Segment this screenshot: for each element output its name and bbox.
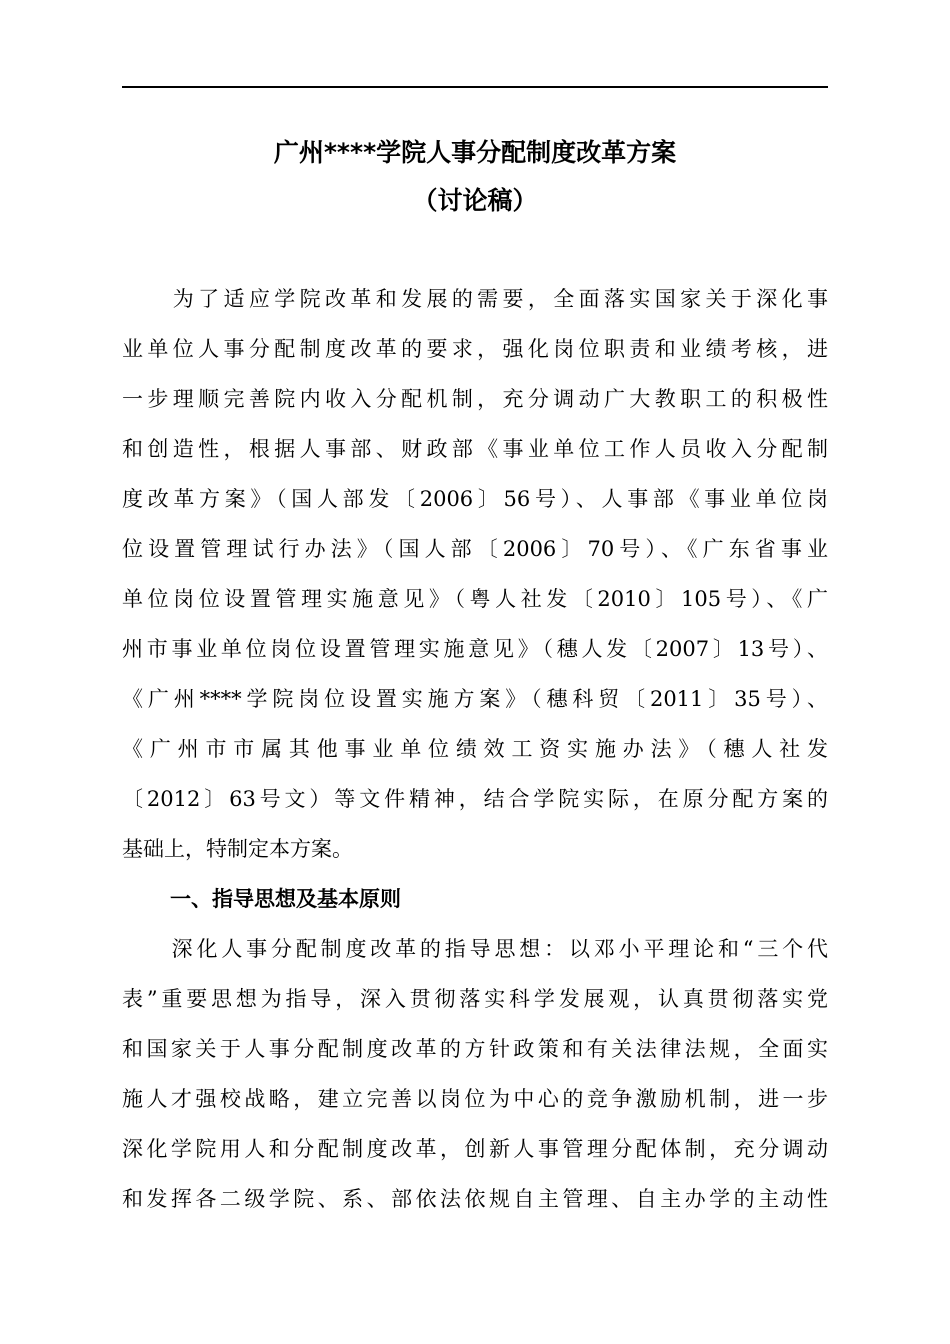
text-line: 为了适应学院改革和发展的需要，全面落实国家关于深化事 [122, 287, 828, 311]
text-line: 深化人事分配制度改革的指导思想：以邓小平理论和“三个代 [122, 937, 828, 961]
text-line: 位设置管理试行办法》（国人部〔2006〕70号）、《广东省事业 [122, 537, 828, 561]
text-line: 《广州****学院岗位设置实施方案》（穗科贸〔2011〕35号）、 [122, 687, 828, 711]
text-line: 和发挥各二级学院、系、部依法依规自主管理、自主办学的主动性 [122, 1187, 828, 1211]
text-line: 〔2012〕63号文）等文件精神，结合学院实际，在原分配方案的 [122, 787, 828, 811]
text-line: 表”重要思想为指导，深入贯彻落实科学发展观，认真贯彻落实党 [122, 987, 828, 1011]
text-line: 单位岗位设置管理实施意见》（粤人社发〔2010〕105号）、《广 [122, 587, 828, 611]
text-line: 州市事业单位岗位设置管理实施意见》（穗人发〔2007〕13号）、 [122, 637, 828, 661]
text-line: 施人才强校战略，建立完善以岗位为中心的竞争激励机制，进一步 [122, 1087, 828, 1111]
text-line: 度改革方案》（国人部发〔2006〕56号）、人事部《事业单位岗 [122, 487, 828, 511]
text-line: 基础上，特制定本方案。 [122, 837, 353, 861]
header-rule [122, 86, 828, 88]
section-heading: 一、指导思想及基本原则 [170, 887, 401, 911]
intro-paragraph [122, 274, 828, 874]
document-title: 广州****学院人事分配制度改革方案 [273, 138, 677, 167]
text-line: 和创造性，根据人事部、财政部《事业单位工作人员收入分配制 [122, 437, 828, 461]
text-line: 和国家关于人事分配制度改革的方针政策和有关法律法规，全面实 [122, 1037, 828, 1061]
document-subtitle: （讨论稿） [412, 186, 538, 215]
text-line: 业单位人事分配制度改革的要求，强化岗位职责和业绩考核，进 [122, 337, 828, 361]
text-line: 《广州市市属其他事业单位绩效工资实施办法》（穗人社发 [122, 737, 828, 761]
section1-paragraph [122, 924, 828, 1224]
text-line: 深化学院用人和分配制度改革，创新人事管理分配体制，充分调动 [122, 1137, 828, 1161]
text-line: 一步理顺完善院内收入分配机制，充分调动广大教职工的积极性 [122, 387, 828, 411]
